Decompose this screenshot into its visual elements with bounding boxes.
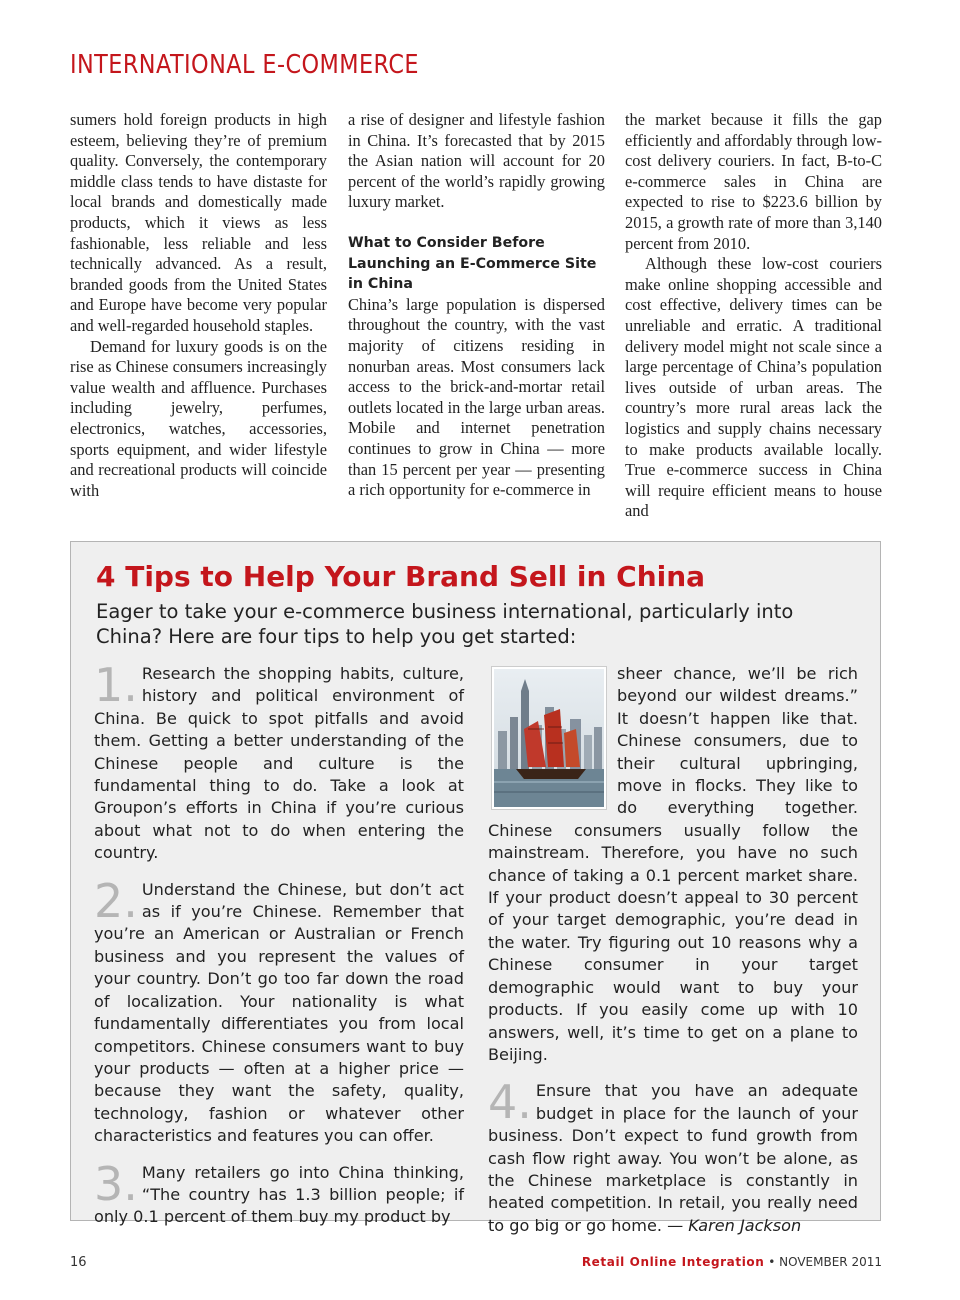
publication-name: Retail Online Integration bbox=[581, 1255, 765, 1269]
tip-2 bbox=[94, 873, 464, 1148]
article-paragraph: the market because it fills the gap efficiently and affordably through low-cost delivery couriers. In fact, B-to-C e-commerce sales in China are expected to rise to $223.6 billion by 2015, a growth rate of more than 3,140 percent from 2010. bbox=[625, 110, 882, 253]
article-subhead: What to Consider Before Launching an E-Commerce Site in China bbox=[348, 234, 597, 293]
footer-publication-line bbox=[582, 1255, 882, 1269]
tip-number: 1. bbox=[94, 658, 138, 712]
footer-separator: • bbox=[764, 1255, 780, 1269]
section-header: INTERNATIONAL E-COMMERCE bbox=[70, 50, 419, 80]
junk-boat-photo bbox=[491, 666, 607, 810]
tip-3-continued bbox=[488, 663, 858, 1066]
tip-text: sheer chance, we’ll be rich beyond our wildest dreams.” It doesn’t happen like that. Chinese consumers, due to their cultural upbringing, move in flocks. They like to do everything together. Chinese consumers usually follow the mainstream. Therefore, you have no such chance of taking a 0.1 percent market share. If your product doesn’t appeal to 30 percent of your target demographic, you’re dead in the water. Try figuring out 10 reasons why a Chinese consumer in your target demographic would want to buy your products. If you easily come up with 10 answers, well, it’s time to get on a plane to Beijing. bbox=[488, 664, 858, 1064]
article-paragraph: a rise of designer and lifestyle fashion in China. It’s forecasted that by 2015 the Asian nation will account for 20 percent of the world’s rapidly growing luxury market. bbox=[348, 110, 605, 212]
tip-text: Understand the Chinese, but don’t act as if you’re Chinese. Remember that you’re an American or Australian or French business and you represent the values of your country. Don’t go too far down the road of localization. Your nationality is what fundamentally differentiates you from local competitors. Chinese consumers want to buy your products — often at a higher price — because they want the safety, quality, technology, fashion or whatever other characteristics and features you can offer. bbox=[94, 879, 464, 1146]
tip-number: 2. bbox=[94, 873, 138, 928]
article-column-2 bbox=[348, 110, 605, 501]
article-paragraph: China’s large population is dispersed throughout the country, with the vast majority of citizens residing in nonurban areas. Most consumers lack access to the brick-and-mortar retail outlets located in the large urban areas. Mobile and internet penetration continues to grow in China — more than 15 percent per year — presenting a rich opportunity for e-commerce in bbox=[348, 294, 605, 500]
article-paragraph: Demand for luxury goods is on the rise as Chinese consumers increasingly value wealth and affluence. Purchases including jewelry, perfumes, electronics, watches, accessories, sports equipment, and wider lifestyle and recreational products will coincide with bbox=[70, 336, 327, 500]
tip-4 bbox=[488, 1075, 858, 1237]
tip-1 bbox=[94, 658, 464, 865]
tip-number: 3. bbox=[94, 1156, 138, 1211]
tips-column-left bbox=[94, 658, 464, 1229]
article-paragraph: sumers hold foreign products in high esteem, believing they’re of premium quality. Conversely, the contemporary middle class tends to have distaste for local brands and domestically made products, which it views as less fashionable, less reliable and less technically advanced. As a result, branded goods from the United States and Europe have become very popular and well-regarded household staples. bbox=[70, 110, 327, 335]
article-column-3 bbox=[625, 110, 882, 522]
article-paragraph: Although these low-cost couriers make online shopping accessible and cost effective, delivery times can be unreliable and erratic. A traditional delivery model might not scale since a large percentage of China’s population lives outside of urban areas. The country’s more rural areas lack the logistics and supply chains necessary to make products available locally. True e-commerce success in China will require efficient means to house and bbox=[625, 254, 882, 521]
article-column-1 bbox=[70, 110, 327, 501]
junk-boat-photo-icon bbox=[494, 669, 604, 807]
page-number: 16 bbox=[70, 1255, 87, 1270]
tip-text: Research the shopping habits, culture, history and political environment of China. Be quick to spot pitfalls and avoid them. Getting a better understanding of the Chinese people and culture is the fundamental thing to do. Take a look at Groupon’s efforts in China if you’re curious about what not to do when entering the country. bbox=[94, 664, 464, 863]
author-name: Karen Jackson bbox=[688, 1215, 802, 1235]
tip-text: Many retailers go into China thinking, “The country has 1.3 billion people; if only 0.1 percent of them buy my product by bbox=[94, 1162, 464, 1227]
tips-column-right bbox=[488, 663, 858, 1237]
issue-date: NOVEMBER 2011 bbox=[779, 1255, 882, 1269]
sidebar-title: 4 Tips to Help Your Brand Sell in China bbox=[96, 560, 706, 593]
tip-text: Ensure that you have an adequate budget in place for the launch of your business. Don’t expect to fund growth from cash flow right away. You won’t be alone, as the Chinese marketplace is constantly in heated competition. In retail, you really need to go big or go home. — bbox=[488, 1081, 858, 1235]
tips-sidebar-box bbox=[70, 541, 881, 1235]
tip-3 bbox=[94, 1156, 464, 1229]
sidebar-intro: Eager to take your e-commerce business international, particularly into China? Here are four tips to help you get started: bbox=[96, 600, 794, 648]
tip-number: 4. bbox=[488, 1075, 532, 1130]
